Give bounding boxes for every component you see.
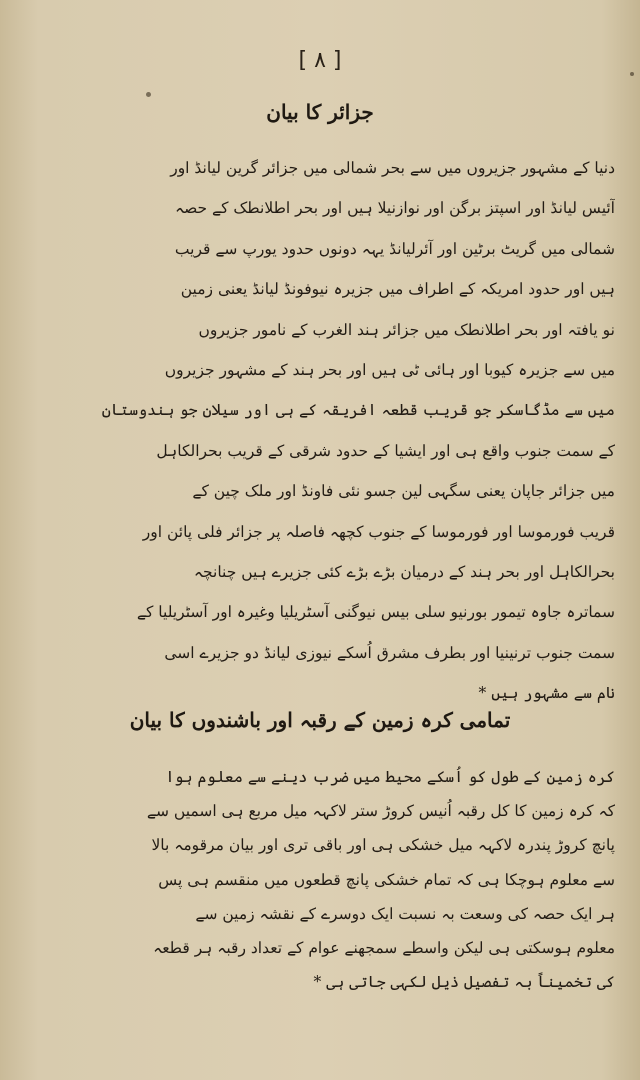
text-line: کی تخمیناً بہ تفصیل ذیل لکہی جاتی ہی *: [313, 973, 615, 992]
text-line: قریب فورموسا اور فورموسا کے جنوب کچھہ فاصلہ پر جزائر فلی پائن اور: [142, 522, 615, 541]
page-number: [ ٨ ]: [298, 48, 342, 73]
text-line: سماترہ جاوہ تیمور بورنیو سلی بیس نیوگنی آسٹریلیا وغیرہ اور آسٹریلیا کے: [136, 603, 615, 622]
text-line: معلوم ہوسکتی ہی لیکن واسطے سمجھنے عوام کے تعداد رقبہ ہر قطعہ: [153, 938, 615, 957]
section-heading-earth-area: تمامی کرہ زمین کے رقبہ اور باشندوں کا بیان: [129, 708, 511, 732]
paragraph-islands: [30, 148, 615, 713]
text-line: سے معلوم ہوچکا ہی کہ تمام خشکی پانچ قطعوں میں منقسم ہی پس: [158, 870, 615, 889]
text-line: بحرالکاہل اور بحر ہند کے درمیان بڑے بڑے کئی جزیرے ہیں چنانچہ: [193, 562, 615, 581]
text-line: آئیس لیانڈ اور اسپتز برگن اور نوازنیلا ہیں اور بحر اطلانطک کے حصہ: [175, 199, 615, 218]
text-line: شمالی میں گریٹ برٹین اور آئرلیانڈ یہہ دونوں حدود یورپ سے قریب: [174, 239, 615, 258]
text-line: کے سمت جنوب واقع ہی اور ایشیا کے حدود شرقی کے قریب بحرالکاہل: [156, 441, 615, 460]
text-line: کہ کرہ زمین کا کل رقبہ اُنیس کروڑ ستر لاکہہ میل مربع ہی اسمیں سے: [146, 802, 615, 821]
text-line: میں سے جزیرہ کیوبا اور ہائی ٹی ہیں اور بحر ہند کے مشہور جزیروں: [164, 360, 615, 379]
text-line: دنیا کے مشہور جزیروں میں سے بحر شمالی میں جزائر گرین لیانڈ اور: [170, 159, 615, 177]
text-line: سمت جنوب ترنینیا اور بطرف مشرق اُسکے نیوزی لیانڈ دو جزیرے اسی: [164, 643, 615, 662]
text-line: نو یافتہ اور بحر اطلانطک میں جزائر ہند الغرب کے نامور جزیروں: [198, 320, 615, 339]
text-line: پانچ کروڑ پندرہ لاکہہ میل خشکی ہی اور باقی تری اور بیان مرقومہ بالا: [151, 836, 615, 855]
text-line: میں سے مڈگاسکر جو قریب قطعہ افریقہ کے ہی اور سیلان جو ہندوستان: [101, 401, 615, 420]
text-line: ہر ایک حصہ کی وسعت بہ نسبت ایک دوسرے کے نقشہ زمین سے: [195, 904, 615, 923]
section-heading-islands: جزائر کا بیان: [266, 100, 374, 124]
text-line: کرہ زمین کے طول کو اُسکے محیط میں ضرب دینے سے معلوم ہوا: [165, 768, 615, 786]
text-line: ہیں اور حدود امریکہ کے اطراف میں جزیرہ نیوفونڈ لیانڈ یعنی زمین: [180, 280, 615, 299]
ink-spot: [146, 92, 151, 97]
paragraph-earth-area: [30, 760, 615, 999]
text-line: نام سے مشہور ہیں *: [478, 684, 615, 703]
text-line: میں جزائر جاپان یعنی سگہی لین جسو نئی فاونڈ اور ملک چین کے: [192, 482, 615, 501]
